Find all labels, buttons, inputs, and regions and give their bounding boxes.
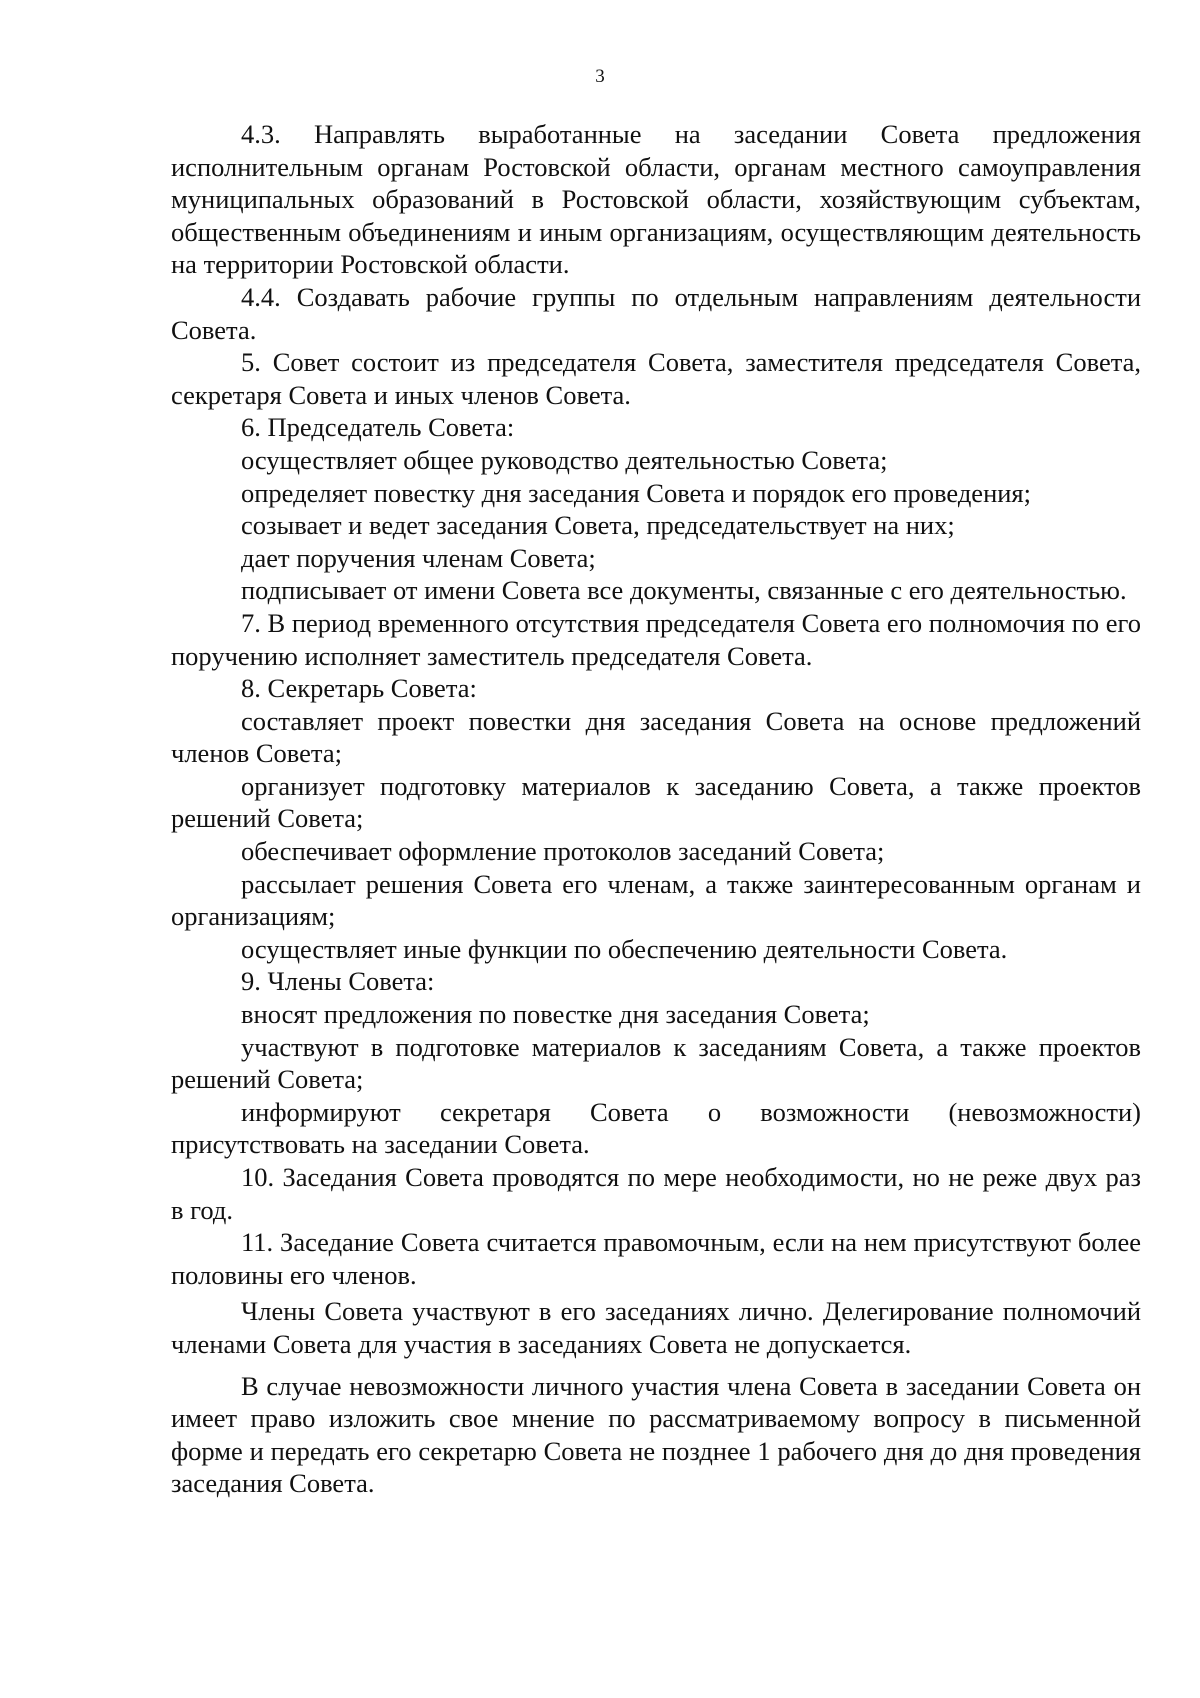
member-duty-3: информируют секретаря Совета о возможности (невозможности) присутствовать на заседании Совета. (171, 1096, 1141, 1160)
paragraph-10: 10. Заседания Совета проводятся по мере необходимости, но не реже двух раз в год. (171, 1162, 1141, 1225)
paragraph-8-heading: 8. Секретарь Совета: (241, 673, 477, 704)
paragraph-4-4: 4.4. Создавать рабочие группы по отдельным направлениям деятельности Совета. (171, 281, 1141, 345)
paragraph-4-3: 4.3. Направлять выработанные на заседании Совета предложения исполнительным органам Ростовской области, органам местного самоуправления муниципальных образований в Ростовской области, хозяйствующим субъектам, общественным объединениям и иным организациям, осуществляющим деятельность на территории Ростовской области. (171, 119, 1141, 280)
paragraph-personal-participation: Члены Совета участвуют в его заседаниях лично. Делегирование полномочий членами Совета для участия в заседаниях Совета не допускается. (171, 1296, 1141, 1359)
chairman-duty-1: осуществляет общее руководство деятельностью Совета; (241, 444, 888, 475)
secretary-duty-4: рассылает решения Совета его членам, а также заинтересованным органам и организациям; (171, 868, 1141, 932)
chairman-duty-3: созывает и ведет заседания Совета, председательствует на них; (241, 510, 955, 541)
paragraph-11: 11. Заседание Совета считается правомочным, если на нем присутствуют более половины его членов. (171, 1227, 1141, 1290)
secretary-duty-3: обеспечивает оформление протоколов заседаний Совета; (241, 836, 885, 867)
secretary-duty-5: осуществляет иные функции по обеспечению деятельности Совета. (241, 933, 1008, 964)
paragraph-6-heading: 6. Председатель Совета: (241, 412, 515, 443)
member-duty-2: участвуют в подготовке материалов к заседаниям Совета, а также проектов решений Совета; (171, 1031, 1141, 1095)
chairman-duty-5: подписывает от имени Совета все документы, связанные с его деятельностью. (241, 575, 1127, 606)
secretary-duty-1: составляет проект повестки дня заседания Совета на основе предложений членов Совета; (171, 705, 1141, 769)
paragraph-written-opinion: В случае невозможности личного участия члена Совета в заседании Совета он имеет право изложить свое мнение по рассматриваемому вопросу в письменной форме и передать его секретарю Совета не позднее 1 рабочего дня до дня проведения заседания Совета. (171, 1370, 1141, 1499)
paragraph-9-heading: 9. Члены Совета: (241, 966, 435, 997)
paragraph-5: 5. Совет состоит из председателя Совета, заместителя председателя Совета, секретаря Совета и иных членов Совета. (171, 347, 1141, 410)
document-body (171, 118, 1141, 1500)
chairman-duty-4: дает поручения членам Совета; (241, 542, 596, 573)
secretary-duty-2: организует подготовку материалов к заседанию Совета, а также проектов решений Совета; (171, 770, 1141, 834)
chairman-duty-2: определяет повестку дня заседания Совета и порядок его проведения; (241, 477, 1031, 508)
page-number: 3 (595, 66, 605, 87)
member-duty-1: вносят предложения по повестке дня заседания Совета; (241, 999, 870, 1030)
paragraph-7: 7. В период временного отсутствия председателя Совета его полномочия по его поручению исполняет заместитель председателя Совета. (171, 607, 1141, 671)
